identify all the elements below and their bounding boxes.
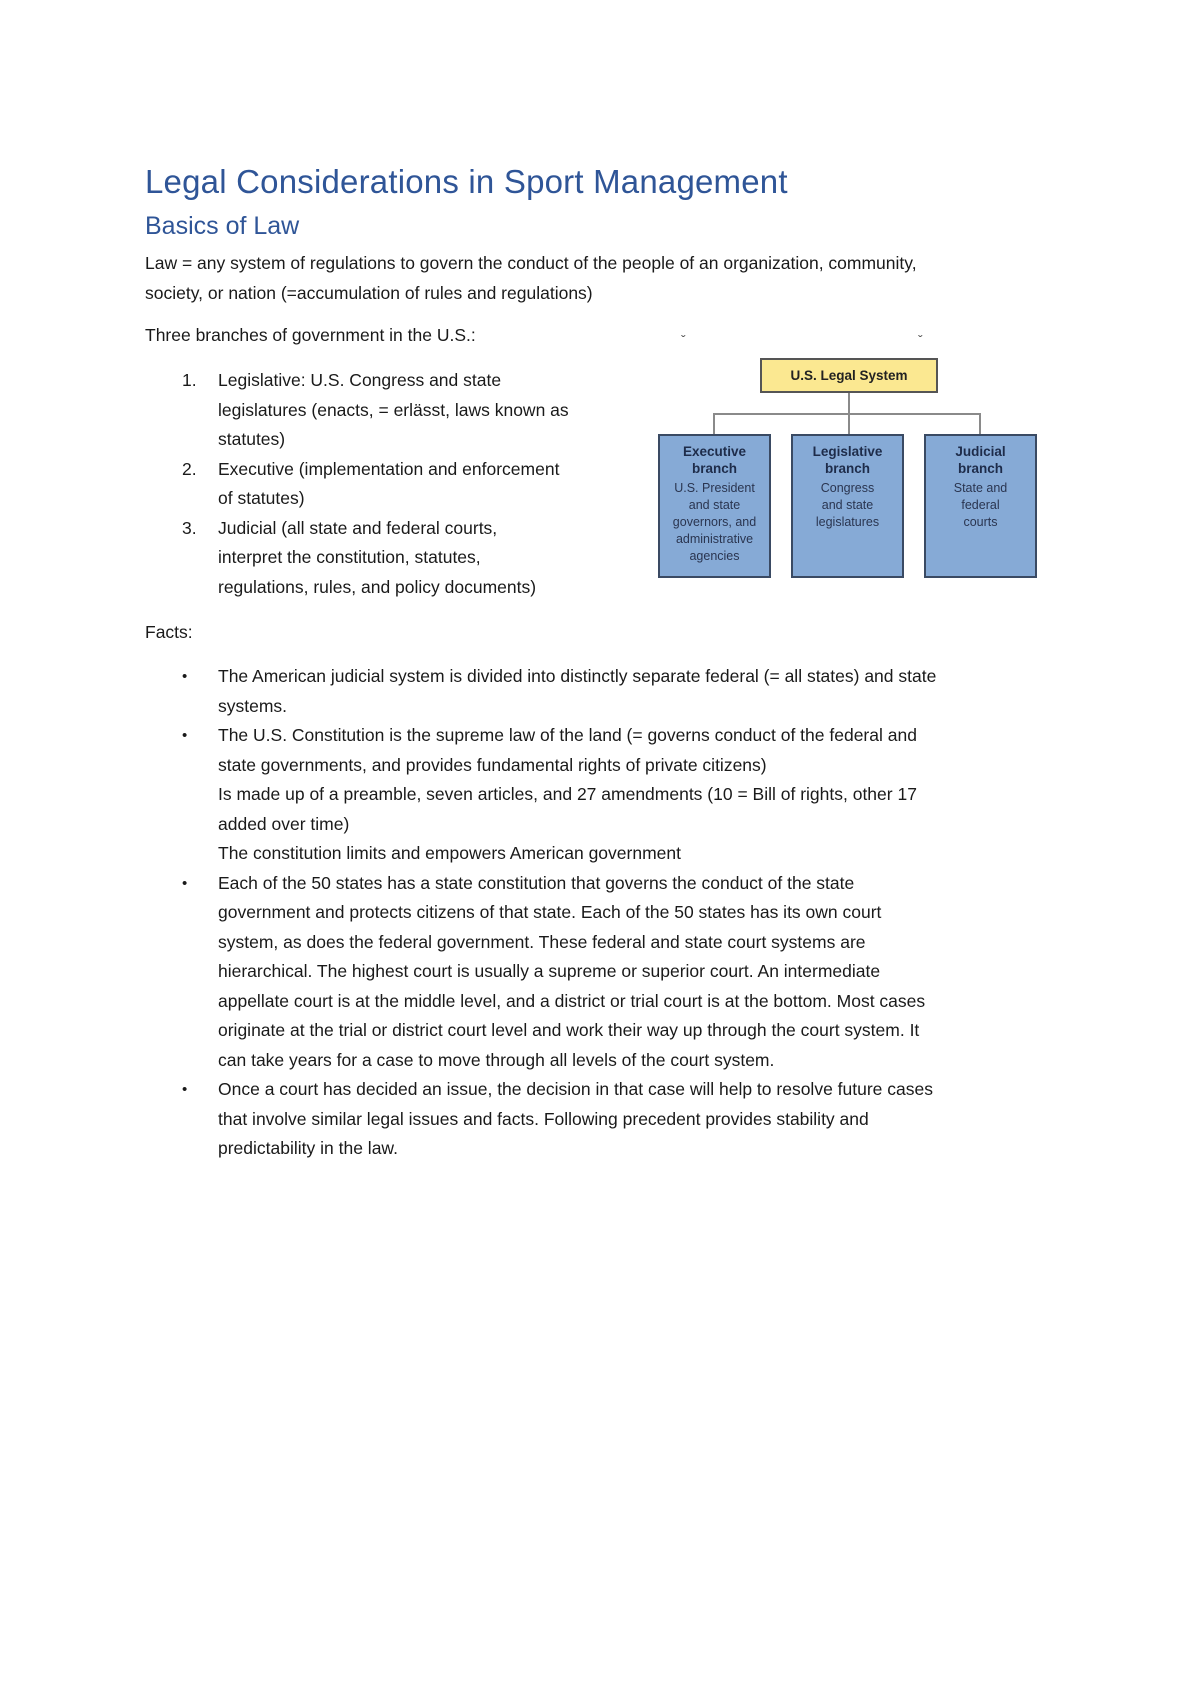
list-line: hierarchical. The highest court is usually a supreme or superior court. An intermediate [218,961,881,981]
branch-title-line: branch [691,461,737,476]
branch-desc-line: administrative [675,532,754,546]
list-line: systems. [218,695,288,716]
branch-desc-line: legislatures [815,515,880,529]
bullet-icon: • [182,668,188,685]
list-line: The American judicial system is divided into distinctly separate federal (= all states) and state [218,666,937,686]
bullet-icon: • [182,1081,188,1098]
section-heading: Basics of Law [145,212,300,240]
list-line: originate at the trial or district court level and work their way up through the court system. It [218,1020,920,1040]
branch-title-line: Judicial [955,444,1006,459]
branch-desc-line: courts [963,515,998,529]
branches-list [145,366,635,602]
executive-branch-box [658,434,771,578]
branch-title-line: Executive [682,444,747,459]
list-line: Once a court has decided an issue, the decision in that case will help to resolve future cases [218,1079,933,1099]
list-line: regulations, rules, and policy documents) [218,576,537,597]
branch-title-line: branch [957,461,1003,476]
list-item [145,366,635,455]
bullet-icon: • [182,874,188,892]
list-line: The U.S. Constitution is the supreme law of the land (= governs conduct of the federal and [218,725,917,745]
list-line: state governments, and provides fundamental rights of private citizens) [218,754,767,775]
list-line: The constitution limits and empowers American government [218,843,681,863]
list-line: legislatures (enacts, = erlässt, laws known as [218,399,569,420]
branch-title-line: branch [824,461,870,476]
bullet-icon: • [182,727,188,744]
list-line: predictability in the law. [218,1138,398,1158]
branches-intro: Three branches of government in the U.S.: [145,325,476,345]
list-item [145,514,635,603]
branch-title [926,443,1035,477]
judicial-branch-box [924,434,1037,578]
list-item [145,869,1065,1076]
list-item [145,455,635,514]
list-item [145,1075,1065,1164]
branch-desc-line: agencies [689,549,740,563]
branch-desc-line: federal [961,498,1000,512]
list-line: Is made up of a preamble, seven articles, and 27 amendments (10 = Bill of rights, other 17 [218,784,917,804]
branch-desc-line: and state [688,498,741,512]
legal-system-diagram [658,332,1048,584]
list-line: government and protects citizens of that state. Each of the 50 states has its own court [218,902,882,922]
connector-line [979,413,981,434]
connector-line [713,413,715,434]
list-line: Executive (implementation and enforcement [218,458,560,479]
list-line: appellate court is at the middle level, and a district or trial court is at the bottom. Most cases [218,990,926,1011]
legislative-branch-box [791,434,904,578]
cropped-glyph: ˇ [918,332,923,348]
branch-desc-line: U.S. President [674,481,755,495]
list-line: Legislative: U.S. Congress and state [218,370,502,390]
definition-line: society, or nation (=accumulation of rules and regulations) [145,282,593,303]
list-line: Each of the 50 states has a state constitution that governs the conduct of the state [218,872,855,893]
list-number: 2. [182,458,197,479]
law-definition [145,249,1075,308]
facts-list [145,662,1065,1164]
cropped-glyph: ˇ [681,332,686,348]
branch-description [926,480,1035,531]
branch-description [660,480,769,565]
definition-line: Law = any system of regulations to govern the conduct of the people of an organization, community, [145,253,917,273]
list-line: can take years for a case to move through all levels of the court system. [218,1049,775,1070]
branch-desc-line: Congress [820,481,875,495]
branch-title-line: Legislative [812,444,883,459]
list-line: system, as does the federal government. These federal and state court systems are [218,931,866,952]
connector-line [713,413,981,415]
list-line: that involve similar legal issues and facts. Following precedent provides stability and [218,1108,869,1129]
page-title: Legal Considerations in Sport Management [145,163,788,200]
facts-label: Facts: [145,622,193,642]
list-line: Judicial (all state and federal courts, [218,517,498,538]
branch-desc-line: and state [821,498,874,512]
list-line: interpret the constitution, statutes, [218,547,481,567]
list-line: added over time) [218,813,350,834]
list-number: 3. [182,517,197,538]
branch-desc-line: governors, and [672,515,757,529]
branch-title [793,443,902,477]
branch-title [660,443,769,477]
list-line: statutes) [218,429,286,449]
list-number: 1. [182,370,197,390]
list-item [145,721,1065,869]
branch-desc-line: State and [953,481,1008,495]
list-item [145,662,1065,721]
list-line: of statutes) [218,488,305,508]
diagram-root-box: U.S. Legal System [760,358,938,393]
branch-description [793,480,902,531]
